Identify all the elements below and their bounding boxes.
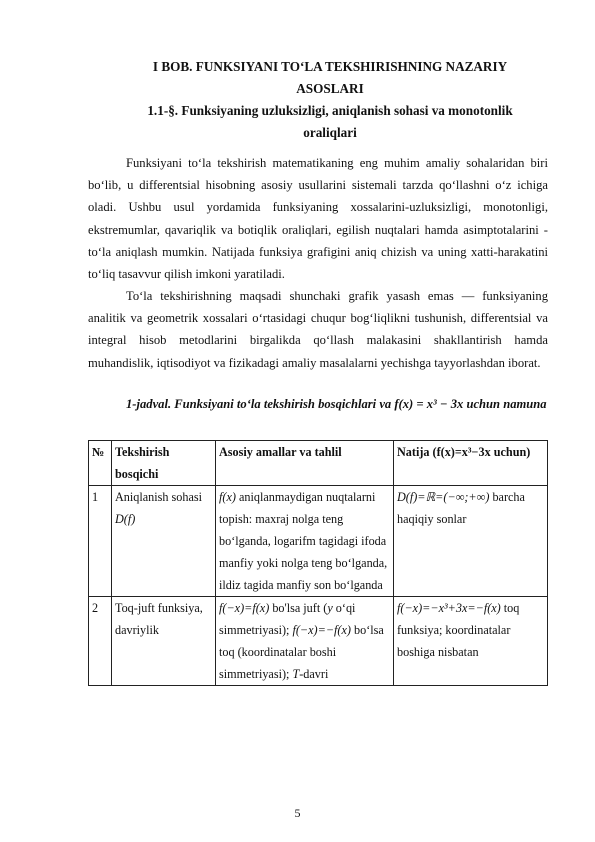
row-description-text: aniqlanmaydigan nuqtalarni topish: maxraj nolga teng boʻlganda, logarifm tagidagi ifoda manfiy yoki nolga teng boʻlganda, ildiz tagida manfiy son boʻlganda <box>219 490 388 592</box>
row-result <box>394 597 548 686</box>
page-number: 5 <box>294 806 301 820</box>
row-step: Toq-juft funksiya, davriylik <box>112 597 216 686</box>
even-formula: f(−x)=f(x) <box>219 601 270 615</box>
row-description-text-2: oʻqi simmetriyasi); <box>219 601 356 637</box>
row-description-text-4: -davri <box>299 667 329 681</box>
chapter-title-line2: ASOSLARI <box>296 81 364 96</box>
row-description <box>216 597 394 686</box>
paragraph-1-text: Funksiyani toʻla tekshirish matematikaning eng muhim amaliy sohalaridan biri boʻlib, u differentsial hisobning asosiy usullarini sistemali tarzda qoʻllashni oʻz ichiga oladi. Ushbu usul yordamida funksiyaning xossalarini-uzluksizligi, monotonligi, ekstremumlar, qavariqlik va botiqlik oraliqlari, egilish nuqtalari hamda asimptotalarini - toʻla aniqlash mumkin. Natijada funksiya grafigini aniq chizish va uning xatti-harakatini toʻliq tasavvur qilish imkoni yaratiladi. <box>88 156 548 282</box>
row-result <box>394 486 548 597</box>
table-caption: 1-jadval. Funksiyani toʻla tekshirish bosqichlari va f(x) = x³ − 3x uchun namuna <box>126 397 547 411</box>
row-description-text-1: bo'lsa juft ( <box>269 601 328 615</box>
row-step-symbol: D(f) <box>115 512 136 526</box>
row-description-formula: f(x) <box>219 490 236 504</box>
table-row <box>89 597 548 686</box>
row-step-text: Aniqlanish sohasi <box>115 490 203 504</box>
section-title-line1: 1.1-§. Funksiyaning uzluksizligi, aniqlanish sohasi va monotonlik <box>147 103 513 118</box>
row-step <box>112 486 216 597</box>
row-description <box>216 486 394 597</box>
chapter-title <box>120 56 540 100</box>
section-title <box>120 100 540 144</box>
row-result-formula: f(−x)=−x³+3x=−f(x) <box>397 601 501 615</box>
odd-formula: f(−x)=−f(x) <box>292 623 351 637</box>
header-result: Natija (f(x)=x³−3x uchun) <box>394 441 548 486</box>
row-number: 1 <box>89 486 112 597</box>
row-number: 2 <box>89 597 112 686</box>
header-number: № <box>89 441 112 486</box>
section-title-line2: oraliqlari <box>303 125 357 140</box>
header-step: Tekshirish bosqichi <box>112 441 216 486</box>
table-header-row <box>89 441 548 486</box>
row-result-text: barcha haqiqiy sonlar <box>397 490 525 526</box>
header-description: Asosiy amallar va tahlil <box>216 441 394 486</box>
paragraph-1 <box>88 152 548 285</box>
table-row <box>89 486 548 597</box>
steps-table <box>88 440 548 686</box>
chapter-title-line1: I BOB. FUNKSIYANI TOʻLA TEKSHIRISHNING NAZARIY <box>152 59 508 74</box>
paragraph-2 <box>88 285 548 374</box>
paragraph-2-text: Toʻla tekshirishning maqsadi shunchaki grafik yasash emas — funksiyaning analitik va geometrik xossalari oʻrtasidagi chuqur bogʻliqlikni tushunish, differentsial va integral hisob metodlarini birgalikda qoʻllash malakasini shakllantirish hamda muhandislik, iqtisodiyot va fizikadagi amaliy masalalarni yechishga tayyorlashdan iborat. <box>88 289 548 370</box>
row-description-text-3: boʻlsa toq (koordinatalar boshi simmetriyasi); <box>219 623 384 681</box>
row-result-text: toq funksiya; koordinatalar boshiga nisbatan <box>397 601 520 659</box>
row-result-formula: D(f)=ℝ=(−∞;+∞) <box>397 490 490 504</box>
period-symbol: T <box>292 667 300 681</box>
axis-symbol: y <box>327 601 333 615</box>
